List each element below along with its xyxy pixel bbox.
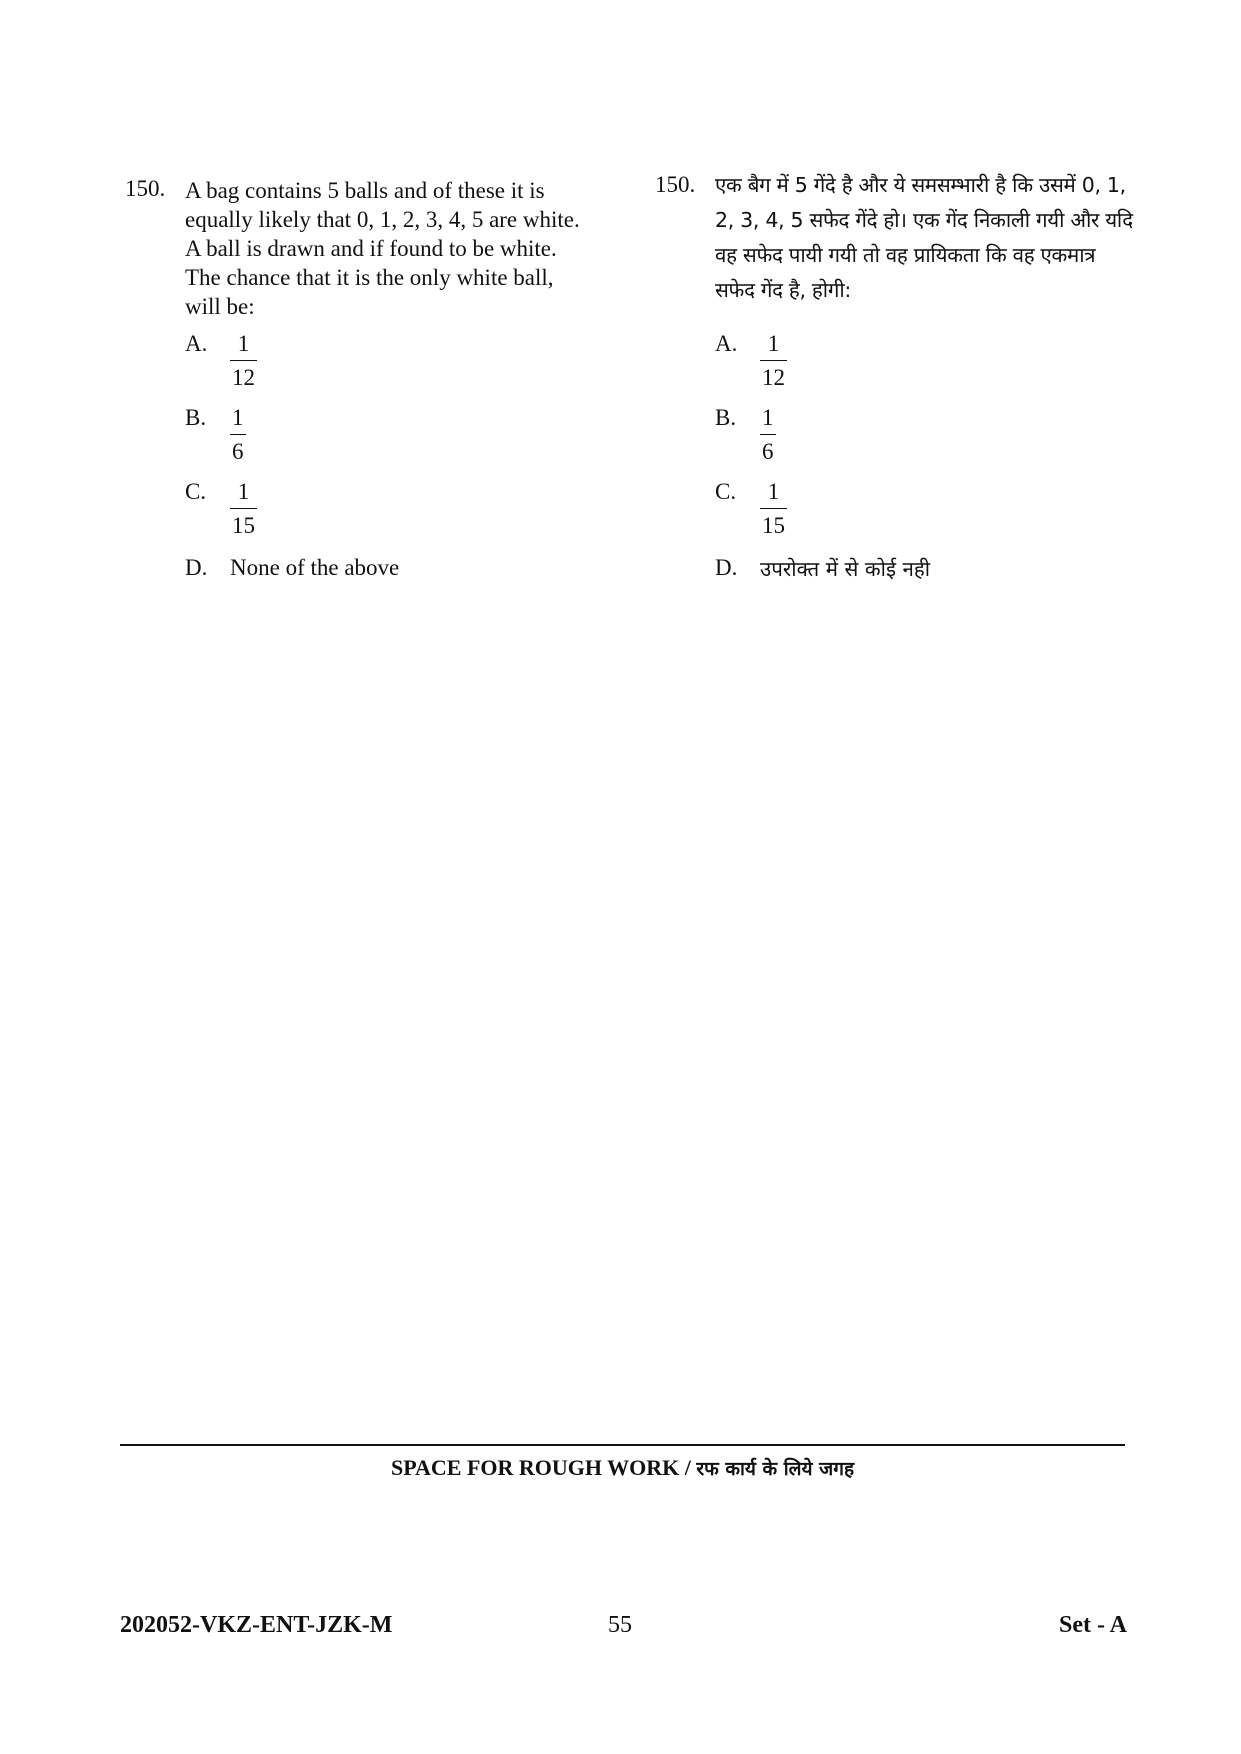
numerator: 1 <box>767 331 780 356</box>
question-text: A bag contains 5 balls and of these it is equally likely that 0, 1, 2, 3, 4, 5 are white. A ball is drawn and if found to be white. The chance that it is the only white ball, will be: <box>185 178 580 319</box>
fraction-bar <box>230 434 246 435</box>
option-label: C. <box>185 479 207 504</box>
rough-work-label-hi: रफ कार्य के लिये जगह <box>696 1458 855 1480</box>
option-label: C. <box>715 479 737 504</box>
option-label: B. <box>185 405 207 430</box>
fraction <box>760 331 787 391</box>
fraction <box>230 331 257 391</box>
rough-work-heading <box>120 1455 1125 1481</box>
option-label: D. <box>185 555 208 580</box>
denominator: 15 <box>762 513 785 538</box>
fraction-bar <box>760 434 776 435</box>
fraction-bar <box>760 508 787 509</box>
fraction-bar <box>230 360 257 361</box>
denominator: 15 <box>232 513 255 538</box>
rough-work-label-en: SPACE FOR ROUGH WORK / <box>390 1455 697 1480</box>
denominator: 6 <box>762 439 774 464</box>
option-label: A. <box>715 331 738 356</box>
numerator: 1 <box>762 405 774 430</box>
fraction-bar <box>230 508 257 509</box>
question-number: 150. <box>125 176 166 201</box>
question-number: 150. <box>655 172 696 197</box>
option-text: उपरोक्त में से कोई नही <box>760 557 931 581</box>
numerator: 1 <box>237 331 250 356</box>
option-label: B. <box>715 405 737 430</box>
fraction <box>230 405 246 465</box>
option-label: A. <box>185 331 208 356</box>
page-number: 55 <box>608 1612 632 1638</box>
set-label: Set - A <box>1059 1612 1127 1638</box>
numerator: 1 <box>232 405 244 430</box>
fraction-bar <box>760 360 787 361</box>
option-text: None of the above <box>230 555 400 580</box>
question-text: एक बैग में 5 गेंदे है और ये समसम्भारी है कि उसमें 0, 1, 2, 3, 4, 5 सफेद गेंदे हो। एक गेंद निकाली गयी और यदि वह सफेद पायी गयी तो वह प्रायिकता कि वह एकमात्र सफेद गेंद है, होगी: <box>715 173 1133 302</box>
numerator: 1 <box>767 479 780 504</box>
rough-work-divider <box>120 1444 1125 1446</box>
denominator: 12 <box>762 365 785 390</box>
fraction <box>230 479 257 539</box>
numerator: 1 <box>237 479 250 504</box>
paper-code: 202052-VKZ-ENT-JZK-M <box>120 1612 393 1638</box>
denominator: 12 <box>232 365 255 390</box>
denominator: 6 <box>232 439 244 464</box>
fraction <box>760 479 787 539</box>
option-label: D. <box>715 555 738 580</box>
fraction <box>760 405 776 465</box>
